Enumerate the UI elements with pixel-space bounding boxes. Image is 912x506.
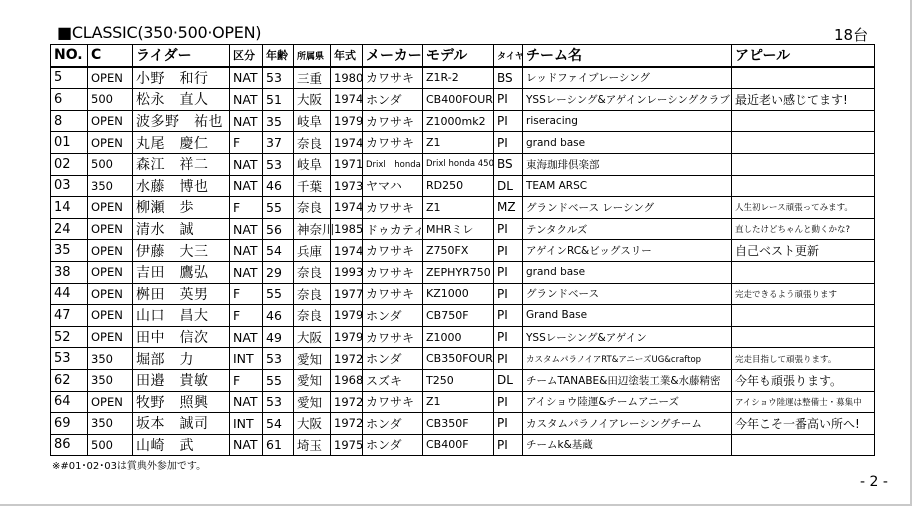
table-cell: カワサキ — [363, 261, 423, 283]
table-cell: ホンダ — [363, 413, 423, 435]
table-cell: OPEN — [88, 197, 133, 219]
table-cell: INT — [230, 413, 263, 435]
table-cell: Drixl honda — [363, 153, 423, 175]
table-cell: 1993 — [331, 261, 363, 283]
table-row — [51, 283, 875, 305]
table-cell: Grand Base — [523, 305, 732, 327]
column-header: メーカー — [363, 45, 423, 67]
table-cell — [732, 153, 875, 175]
table-cell — [732, 305, 875, 327]
table-cell: OPEN — [88, 218, 133, 240]
table-cell: 愛知 — [294, 369, 331, 391]
table-cell: 52 — [51, 326, 88, 348]
table-cell: ホンダ — [363, 348, 423, 370]
table-cell: カワサキ — [363, 132, 423, 154]
table-row — [51, 153, 875, 175]
table-row — [51, 197, 875, 219]
table-cell: INT — [230, 348, 263, 370]
table-cell: MHRミレ — [423, 218, 494, 240]
table-cell: OPEN — [88, 283, 133, 305]
table-cell — [732, 110, 875, 132]
table-cell: 坂本 誠司 — [133, 413, 230, 435]
table-cell: Drixl honda 450 — [423, 153, 494, 175]
table-cell: T250 — [423, 369, 494, 391]
table-row — [51, 369, 875, 391]
table-row — [51, 240, 875, 262]
table-cell: 500 — [88, 89, 133, 111]
table-cell: アゲインRC&ビッグスリー — [523, 240, 732, 262]
entry-count: 18台 — [834, 26, 869, 44]
table-cell: ホンダ — [363, 89, 423, 111]
table-cell: NAT — [230, 391, 263, 413]
table-cell: 53 — [263, 67, 294, 89]
table-cell: カワサキ — [363, 326, 423, 348]
table-cell: 1968 — [331, 369, 363, 391]
table-cell: riseracing — [523, 110, 732, 132]
table-cell: PI — [494, 434, 523, 456]
table-cell: KZ1000 — [423, 283, 494, 305]
table-cell: 37 — [263, 132, 294, 154]
table-cell: NAT — [230, 110, 263, 132]
table-cell: 24 — [51, 218, 88, 240]
footnote: ※#01･02･03は賞典外参加です。 — [52, 461, 207, 472]
table-cell: テンタクルズ — [523, 218, 732, 240]
table-cell: 堀部 力 — [133, 348, 230, 370]
table-cell: 自己ベスト更新 — [732, 240, 875, 262]
table-cell — [732, 67, 875, 89]
table-cell: 38 — [51, 261, 88, 283]
table-cell: 1985 — [331, 218, 363, 240]
table-cell: F — [230, 305, 263, 327]
table-cell: 1979 — [331, 326, 363, 348]
table-cell: 53 — [51, 348, 88, 370]
table-cell: 清水 誠 — [133, 218, 230, 240]
table-cell: YSSレーシング&アゲイン — [523, 326, 732, 348]
table-cell: 奈良 — [294, 261, 331, 283]
table-cell: 64 — [51, 391, 88, 413]
table-cell — [732, 261, 875, 283]
table-cell: 1974 — [331, 89, 363, 111]
table-cell: 今年も頑張ります。 — [732, 369, 875, 391]
table-row — [51, 348, 875, 370]
table-row — [51, 175, 875, 197]
column-header: 年齢 — [263, 45, 294, 67]
table-cell: レッドファイブレーシング — [523, 67, 732, 89]
table-cell: カスタムパラノイアレーシングチーム — [523, 413, 732, 435]
table-cell: グランドベース — [523, 283, 732, 305]
table-cell: 吉田 鷹弘 — [133, 261, 230, 283]
table-cell: 350 — [88, 413, 133, 435]
table-cell: 500 — [88, 153, 133, 175]
table-cell: OPEN — [88, 110, 133, 132]
table-cell: 55 — [263, 369, 294, 391]
table-cell: OPEN — [88, 67, 133, 89]
table-cell: 8 — [51, 110, 88, 132]
table-cell — [732, 175, 875, 197]
table-cell: 14 — [51, 197, 88, 219]
table-row — [51, 261, 875, 283]
table-cell: アイショウ陸運は整備士・募集中 — [732, 391, 875, 413]
table-cell: F — [230, 197, 263, 219]
table-cell: F — [230, 369, 263, 391]
table-cell: ヤマハ — [363, 175, 423, 197]
table-cell: 奈良 — [294, 305, 331, 327]
table-cell: 55 — [263, 283, 294, 305]
table-cell: 46 — [263, 305, 294, 327]
table-row — [51, 305, 875, 327]
table-cell: 山口 昌大 — [133, 305, 230, 327]
table-header-row — [51, 45, 875, 67]
table-body — [51, 67, 875, 456]
table-cell: PI — [494, 240, 523, 262]
table-cell: 03 — [51, 175, 88, 197]
table-cell: PI — [494, 110, 523, 132]
table-cell: 柳瀬 歩 — [133, 197, 230, 219]
table-cell: 直したけどちゃんと動くかな? — [732, 218, 875, 240]
table-cell: 350 — [88, 369, 133, 391]
table-cell: カスタムパラノイアRT&アニーズUG&craftop — [523, 348, 732, 370]
table-cell: BS — [494, 67, 523, 89]
table-cell: NAT — [230, 240, 263, 262]
table-cell: 田中 信次 — [133, 326, 230, 348]
table-cell: 田邉 貴敏 — [133, 369, 230, 391]
table-cell: PI — [494, 218, 523, 240]
table-cell: 1979 — [331, 305, 363, 327]
table-cell: 人生初レース頑張ってみます。 — [732, 197, 875, 219]
table-cell: ドゥカティ — [363, 218, 423, 240]
table-cell: PI — [494, 261, 523, 283]
column-header: 区分 — [230, 45, 263, 67]
table-cell: 29 — [263, 261, 294, 283]
table-cell: PI — [494, 348, 523, 370]
table-cell: 今年こそ一番高い所へ! — [732, 413, 875, 435]
column-header: ライダー — [133, 45, 230, 67]
column-header: 年式 — [331, 45, 363, 67]
table-cell: 兵庫 — [294, 240, 331, 262]
table-cell: F — [230, 283, 263, 305]
table-cell: 奈良 — [294, 197, 331, 219]
table-row — [51, 67, 875, 89]
entry-table — [50, 44, 875, 456]
table-row — [51, 218, 875, 240]
table-cell: PI — [494, 305, 523, 327]
table-cell: 1974 — [331, 132, 363, 154]
table-cell: 44 — [51, 283, 88, 305]
table-cell: 最近老い感じてます! — [732, 89, 875, 111]
table-cell: PI — [494, 413, 523, 435]
table-cell: PI — [494, 89, 523, 111]
table-row — [51, 89, 875, 111]
table-cell: grand base — [523, 261, 732, 283]
table-cell: NAT — [230, 89, 263, 111]
table-cell: 完走目指して頑張ります。 — [732, 348, 875, 370]
table-cell: 岐阜 — [294, 110, 331, 132]
table-cell: 61 — [263, 434, 294, 456]
table-cell: 波多野 祐也 — [133, 110, 230, 132]
table-cell: 大阪 — [294, 89, 331, 111]
table-cell: カワサキ — [363, 391, 423, 413]
table-cell: 山崎 武 — [133, 434, 230, 456]
table-cell: 1972 — [331, 348, 363, 370]
table-cell: グランドベース レーシング — [523, 197, 732, 219]
table-cell: 1972 — [331, 391, 363, 413]
table-cell: 56 — [263, 218, 294, 240]
table-cell: 35 — [263, 110, 294, 132]
class-title: ■CLASSIC(350·500·OPEN) — [57, 23, 262, 42]
table-cell: 1971 — [331, 153, 363, 175]
table-cell: 桝田 英男 — [133, 283, 230, 305]
table-row — [51, 110, 875, 132]
table-cell: 350 — [88, 348, 133, 370]
column-header: C — [88, 45, 133, 67]
table-cell: YSSレーシング&アゲインレーシングクラブ — [523, 89, 732, 111]
table-cell: 松永 直人 — [133, 89, 230, 111]
table-cell: DL — [494, 369, 523, 391]
table-row — [51, 132, 875, 154]
column-header: チーム名 — [523, 45, 732, 67]
table-cell: CB350F — [423, 413, 494, 435]
table-cell: NAT — [230, 153, 263, 175]
table-cell: 47 — [51, 305, 88, 327]
table-cell: 1977 — [331, 283, 363, 305]
table-cell: 岐阜 — [294, 153, 331, 175]
table-cell: 大阪 — [294, 413, 331, 435]
table-cell: DL — [494, 175, 523, 197]
table-cell: ホンダ — [363, 305, 423, 327]
table-cell: カワサキ — [363, 197, 423, 219]
table-cell: CB750F — [423, 305, 494, 327]
table-cell: CB350FOUR — [423, 348, 494, 370]
table-cell: 69 — [51, 413, 88, 435]
table-cell: 1974 — [331, 240, 363, 262]
table-cell: NAT — [230, 434, 263, 456]
table-cell: 1973 — [331, 175, 363, 197]
table-cell: カワサキ — [363, 240, 423, 262]
page-number: - 2 - — [860, 474, 888, 490]
table-cell: 6 — [51, 89, 88, 111]
table-cell: 51 — [263, 89, 294, 111]
table-cell: 53 — [263, 391, 294, 413]
table-cell: スズキ — [363, 369, 423, 391]
table-cell: 三重 — [294, 67, 331, 89]
table-cell: NAT — [230, 218, 263, 240]
table-cell: 62 — [51, 369, 88, 391]
table-cell: OPEN — [88, 326, 133, 348]
table-cell: 愛知 — [294, 348, 331, 370]
table-cell: 東海珈琲倶楽部 — [523, 153, 732, 175]
column-header: アピール — [732, 45, 875, 67]
column-header: タイヤ — [494, 45, 523, 67]
table-cell: 奈良 — [294, 132, 331, 154]
table-cell: Z1000 — [423, 326, 494, 348]
table-cell: PI — [494, 326, 523, 348]
table-cell: MZ — [494, 197, 523, 219]
table-cell: 86 — [51, 434, 88, 456]
table-cell: 54 — [263, 413, 294, 435]
table-cell: 35 — [51, 240, 88, 262]
table-cell: OPEN — [88, 305, 133, 327]
table-cell: Z1R-2 — [423, 67, 494, 89]
table-cell: Z750FX — [423, 240, 494, 262]
table-cell: 01 — [51, 132, 88, 154]
table-cell: 1975 — [331, 434, 363, 456]
table-cell: カワサキ — [363, 67, 423, 89]
table-cell: 53 — [263, 348, 294, 370]
table-cell: PI — [494, 283, 523, 305]
table-cell: OPEN — [88, 240, 133, 262]
table-cell: カワサキ — [363, 110, 423, 132]
table-cell: 5 — [51, 67, 88, 89]
table-cell: RD250 — [423, 175, 494, 197]
table-cell: PI — [494, 391, 523, 413]
table-cell: ZEPHYR750 — [423, 261, 494, 283]
table-cell: grand base — [523, 132, 732, 154]
table-cell: NAT — [230, 261, 263, 283]
table-cell: NAT — [230, 67, 263, 89]
table-cell: OPEN — [88, 132, 133, 154]
table-row — [51, 391, 875, 413]
table-cell: アイショウ陸運&チームアニーズ — [523, 391, 732, 413]
table-cell: TEAM ARSC — [523, 175, 732, 197]
table-cell: NAT — [230, 326, 263, 348]
table-cell: 大阪 — [294, 326, 331, 348]
table-cell: 49 — [263, 326, 294, 348]
table-cell: CB400FOUR — [423, 89, 494, 111]
table-cell: 1972 — [331, 413, 363, 435]
table-cell: 小野 和行 — [133, 67, 230, 89]
table-cell: Z1 — [423, 197, 494, 219]
table-cell: NAT — [230, 175, 263, 197]
table-cell: PI — [494, 132, 523, 154]
table-cell: Z1 — [423, 391, 494, 413]
column-header: NO. — [51, 45, 88, 67]
table-cell: BS — [494, 153, 523, 175]
table-cell — [732, 132, 875, 154]
table-cell: カワサキ — [363, 283, 423, 305]
table-cell: OPEN — [88, 261, 133, 283]
table-cell: 水藤 博也 — [133, 175, 230, 197]
table-cell: Z1000mk2 — [423, 110, 494, 132]
table-cell: 丸尾 慶仁 — [133, 132, 230, 154]
table-cell: 伊藤 大三 — [133, 240, 230, 262]
table-cell: チームTANABE&田辺塗装工業&水藤精密 — [523, 369, 732, 391]
table-cell: 500 — [88, 434, 133, 456]
table-cell: 牧野 照興 — [133, 391, 230, 413]
table-cell: CB400F — [423, 434, 494, 456]
table-cell: OPEN — [88, 391, 133, 413]
table-row — [51, 326, 875, 348]
table-cell: 奈良 — [294, 283, 331, 305]
table-row — [51, 434, 875, 456]
table-row — [51, 413, 875, 435]
table-cell: 1974 — [331, 197, 363, 219]
column-header: モデル — [423, 45, 494, 67]
table-cell: F — [230, 132, 263, 154]
table-cell: 千葉 — [294, 175, 331, 197]
table-cell — [732, 434, 875, 456]
table-cell: 55 — [263, 197, 294, 219]
table-cell: 完走できるよう頑張ります — [732, 283, 875, 305]
table-cell: 54 — [263, 240, 294, 262]
table-cell: 森江 祥二 — [133, 153, 230, 175]
table-cell: 46 — [263, 175, 294, 197]
table-cell: 02 — [51, 153, 88, 175]
table-cell: 1980 — [331, 67, 363, 89]
table-cell: ホンダ — [363, 434, 423, 456]
table-cell: 愛知 — [294, 391, 331, 413]
table-cell: 埼玉 — [294, 434, 331, 456]
table-cell: 53 — [263, 153, 294, 175]
table-cell — [732, 326, 875, 348]
table-cell: チームk&基蔵 — [523, 434, 732, 456]
column-header: 所属県 — [294, 45, 331, 67]
table-cell: 1979 — [331, 110, 363, 132]
table-cell: 350 — [88, 175, 133, 197]
table-cell: 神奈川 — [294, 218, 331, 240]
table-cell: Z1 — [423, 132, 494, 154]
